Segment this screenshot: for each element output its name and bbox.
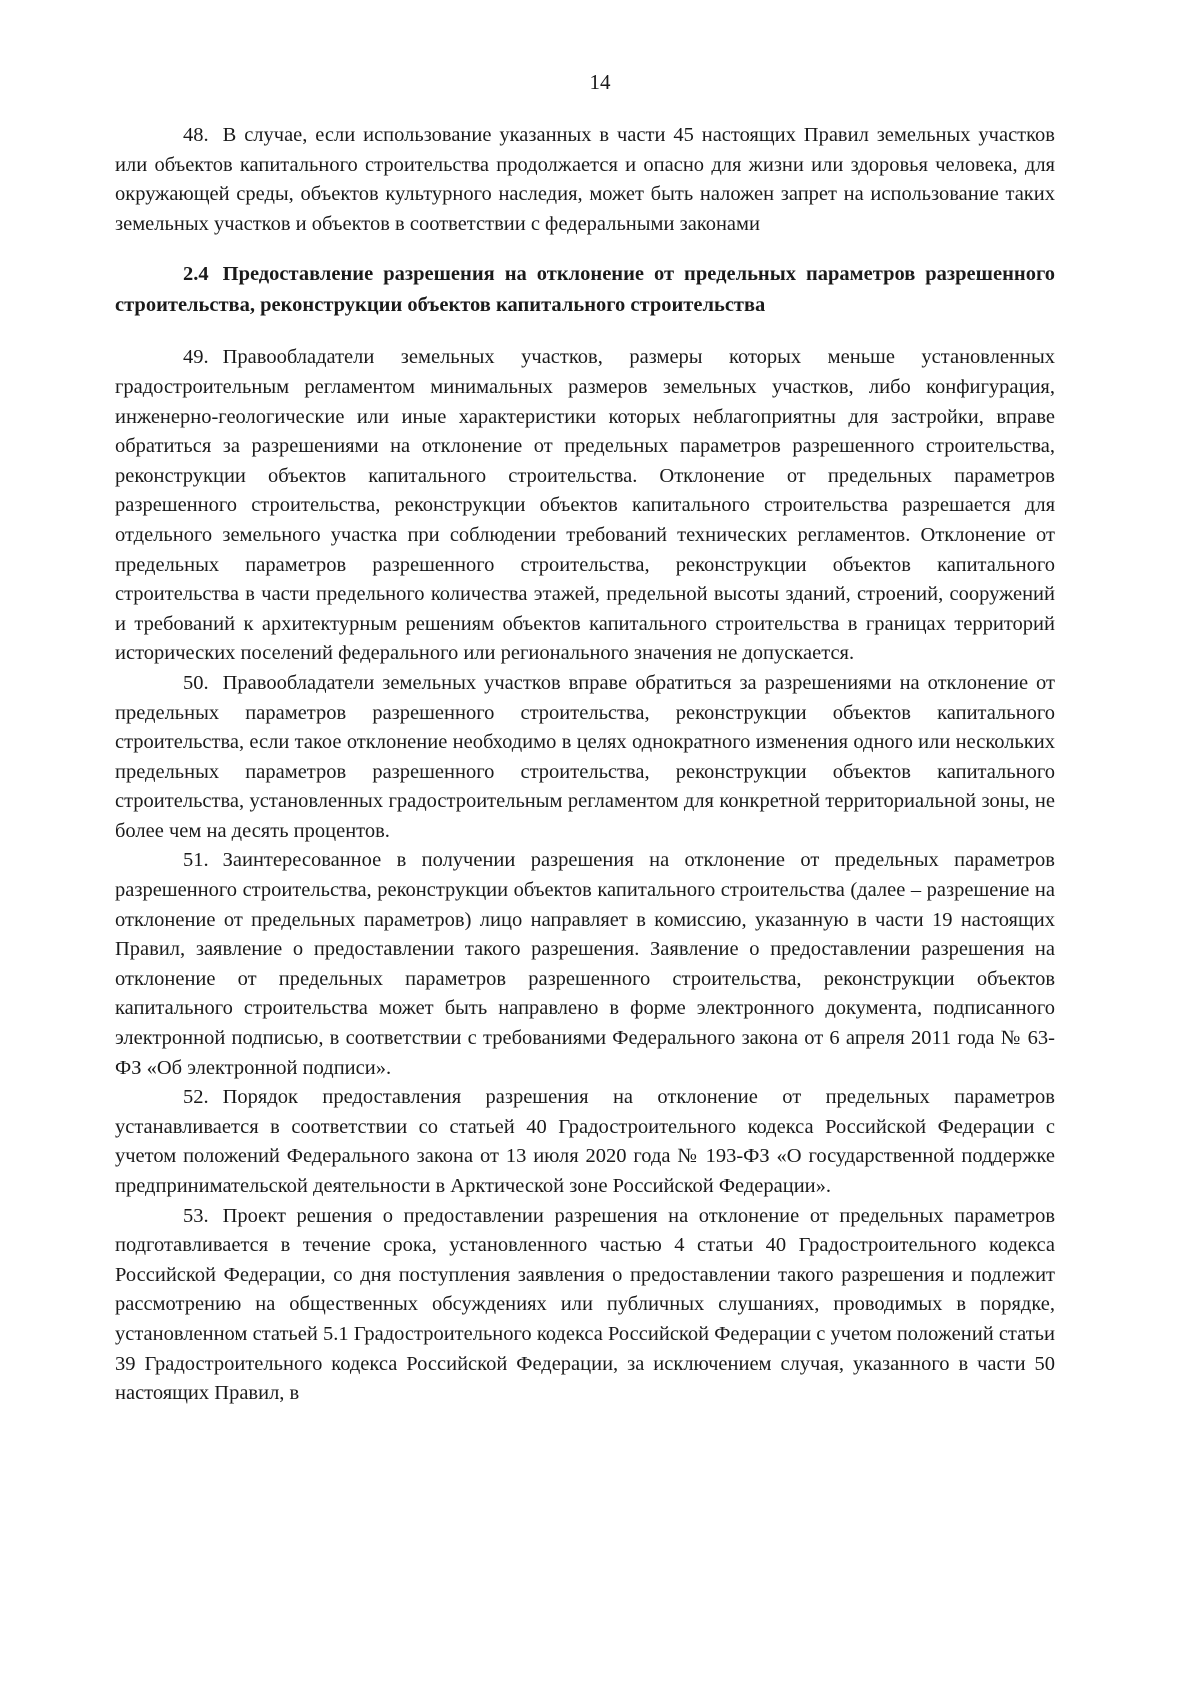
paragraph-48: [115, 121, 1055, 239]
paragraph-text: Правообладатели земельных участков вправе обратиться за разрешениями на отклонение от предельных параметров разрешенного строительства, реконструкции объектов капитального строительства, если такое отклонение необходимо в целях однократного изменения одного или нескольких предельных параметров разрешенного строительства, реконструкции объектов капитального строительства, установленных градостроительным регламентом для конкретной территориальной зоны, не более чем на десять процентов.: [115, 671, 1055, 842]
paragraph-49: [115, 343, 1055, 669]
paragraph-52: [115, 1083, 1055, 1201]
page-number: 14: [589, 70, 611, 94]
section-number: 2.4: [183, 263, 209, 286]
paragraph-number: 50.: [183, 671, 209, 694]
paragraph-text: Проект решения о предоставлении разрешения на отклонение от предельных параметров подготавливается в течение срока, установленного частью 4 статьи 40 Градостроительного кодекса Российской Федерации, со дня поступления заявления о предоставлении такого разрешения и подлежит рассмотрению на общественных обсуждениях или публичных слушаниях, проводимых в порядке, установленном статьей 5.1 Градостроительного кодекса Российской Федерации с учетом положений статьи 39 Градостроительного кодекса Российской Федерации, за исключением случая, указанного в части 50 настоящих Правил, в: [115, 1204, 1055, 1405]
paragraph-51: [115, 846, 1055, 1083]
paragraph-number: 49.: [183, 346, 209, 369]
paragraph-number: 53.: [183, 1204, 209, 1227]
document-body: [115, 121, 1055, 1409]
paragraph-50: [115, 669, 1055, 847]
paragraph-number: 48.: [183, 124, 209, 146]
section-heading: [115, 259, 1055, 321]
paragraph-53: [115, 1202, 1055, 1409]
paragraph-number: 51.: [183, 849, 209, 872]
paragraph-text: Заинтересованное в получении разрешения на отклонение от предельных параметров разрешенного строительства, реконструкции объектов капитального строительства (далее – разрешение на отклонение от предельных параметров) лицо направляет в комиссию, указанную в части 19 настоящих Правил, заявление о предоставлении такого разрешения. Заявление о предоставлении разрешения на отклонение от предельных параметров разрешенного строительства, реконструкции объектов капитального строительства может быть направлено в форме электронного документа, подписанного электронной подписью, в соответствии с требованиями Федерального закона от 6 апреля 2011 года № 63-ФЗ «Об электронной подписи».: [115, 849, 1055, 1079]
paragraph-text: В случае, если использование указанных в части 45 настоящих Правил земельных участков или объектов капитального строительства продолжается и опасно для жизни или здоровья человека, для окружающей среды, объектов культурного наследия, может быть наложен запрет на использование таких земельных участков и объектов в соответствии с федеральными законами: [115, 124, 1055, 235]
paragraph-number: 52.: [183, 1086, 209, 1109]
paragraph-text: Правообладатели земельных участков, размеры которых меньше установленных градостроительным регламентом минимальных размеров земельных участков, либо конфигурация, инженерно-геологические или иные характеристики которых неблагоприятны для застройки, вправе обратиться за разрешениями на отклонение от предельных параметров разрешенного строительства, реконструкции объектов капитального строительства. Отклонение от предельных параметров разрешенного строительства, реконструкции объектов капитального строительства разрешается для отдельного земельного участка при соблюдении требований технических регламентов. Отклонение от предельных параметров разрешенного строительства, реконструкции объектов капитального строительства в части предельного количества этажей, предельной высоты зданий, строений, сооружений и требований к архитектурным решениям объектов капитального строительства в границах территорий исторических поселений федерального или регионального значения не допускается.: [115, 346, 1055, 665]
section-title: Предоставление разрешения на отклонение от предельных параметров разрешенного строительства, реконструкции объектов капитального строительства: [115, 263, 1055, 317]
paragraph-text: Порядок предоставления разрешения на отклонение от предельных параметров устанавливается в соответствии со статьей 40 Градостроительного кодекса Российской Федерации с учетом положений Федерального закона от 13 июля 2020 года № 193-ФЗ «О государственной поддержке предпринимательской деятельности в Арктической зоне Российской Федерации».: [115, 1086, 1055, 1197]
